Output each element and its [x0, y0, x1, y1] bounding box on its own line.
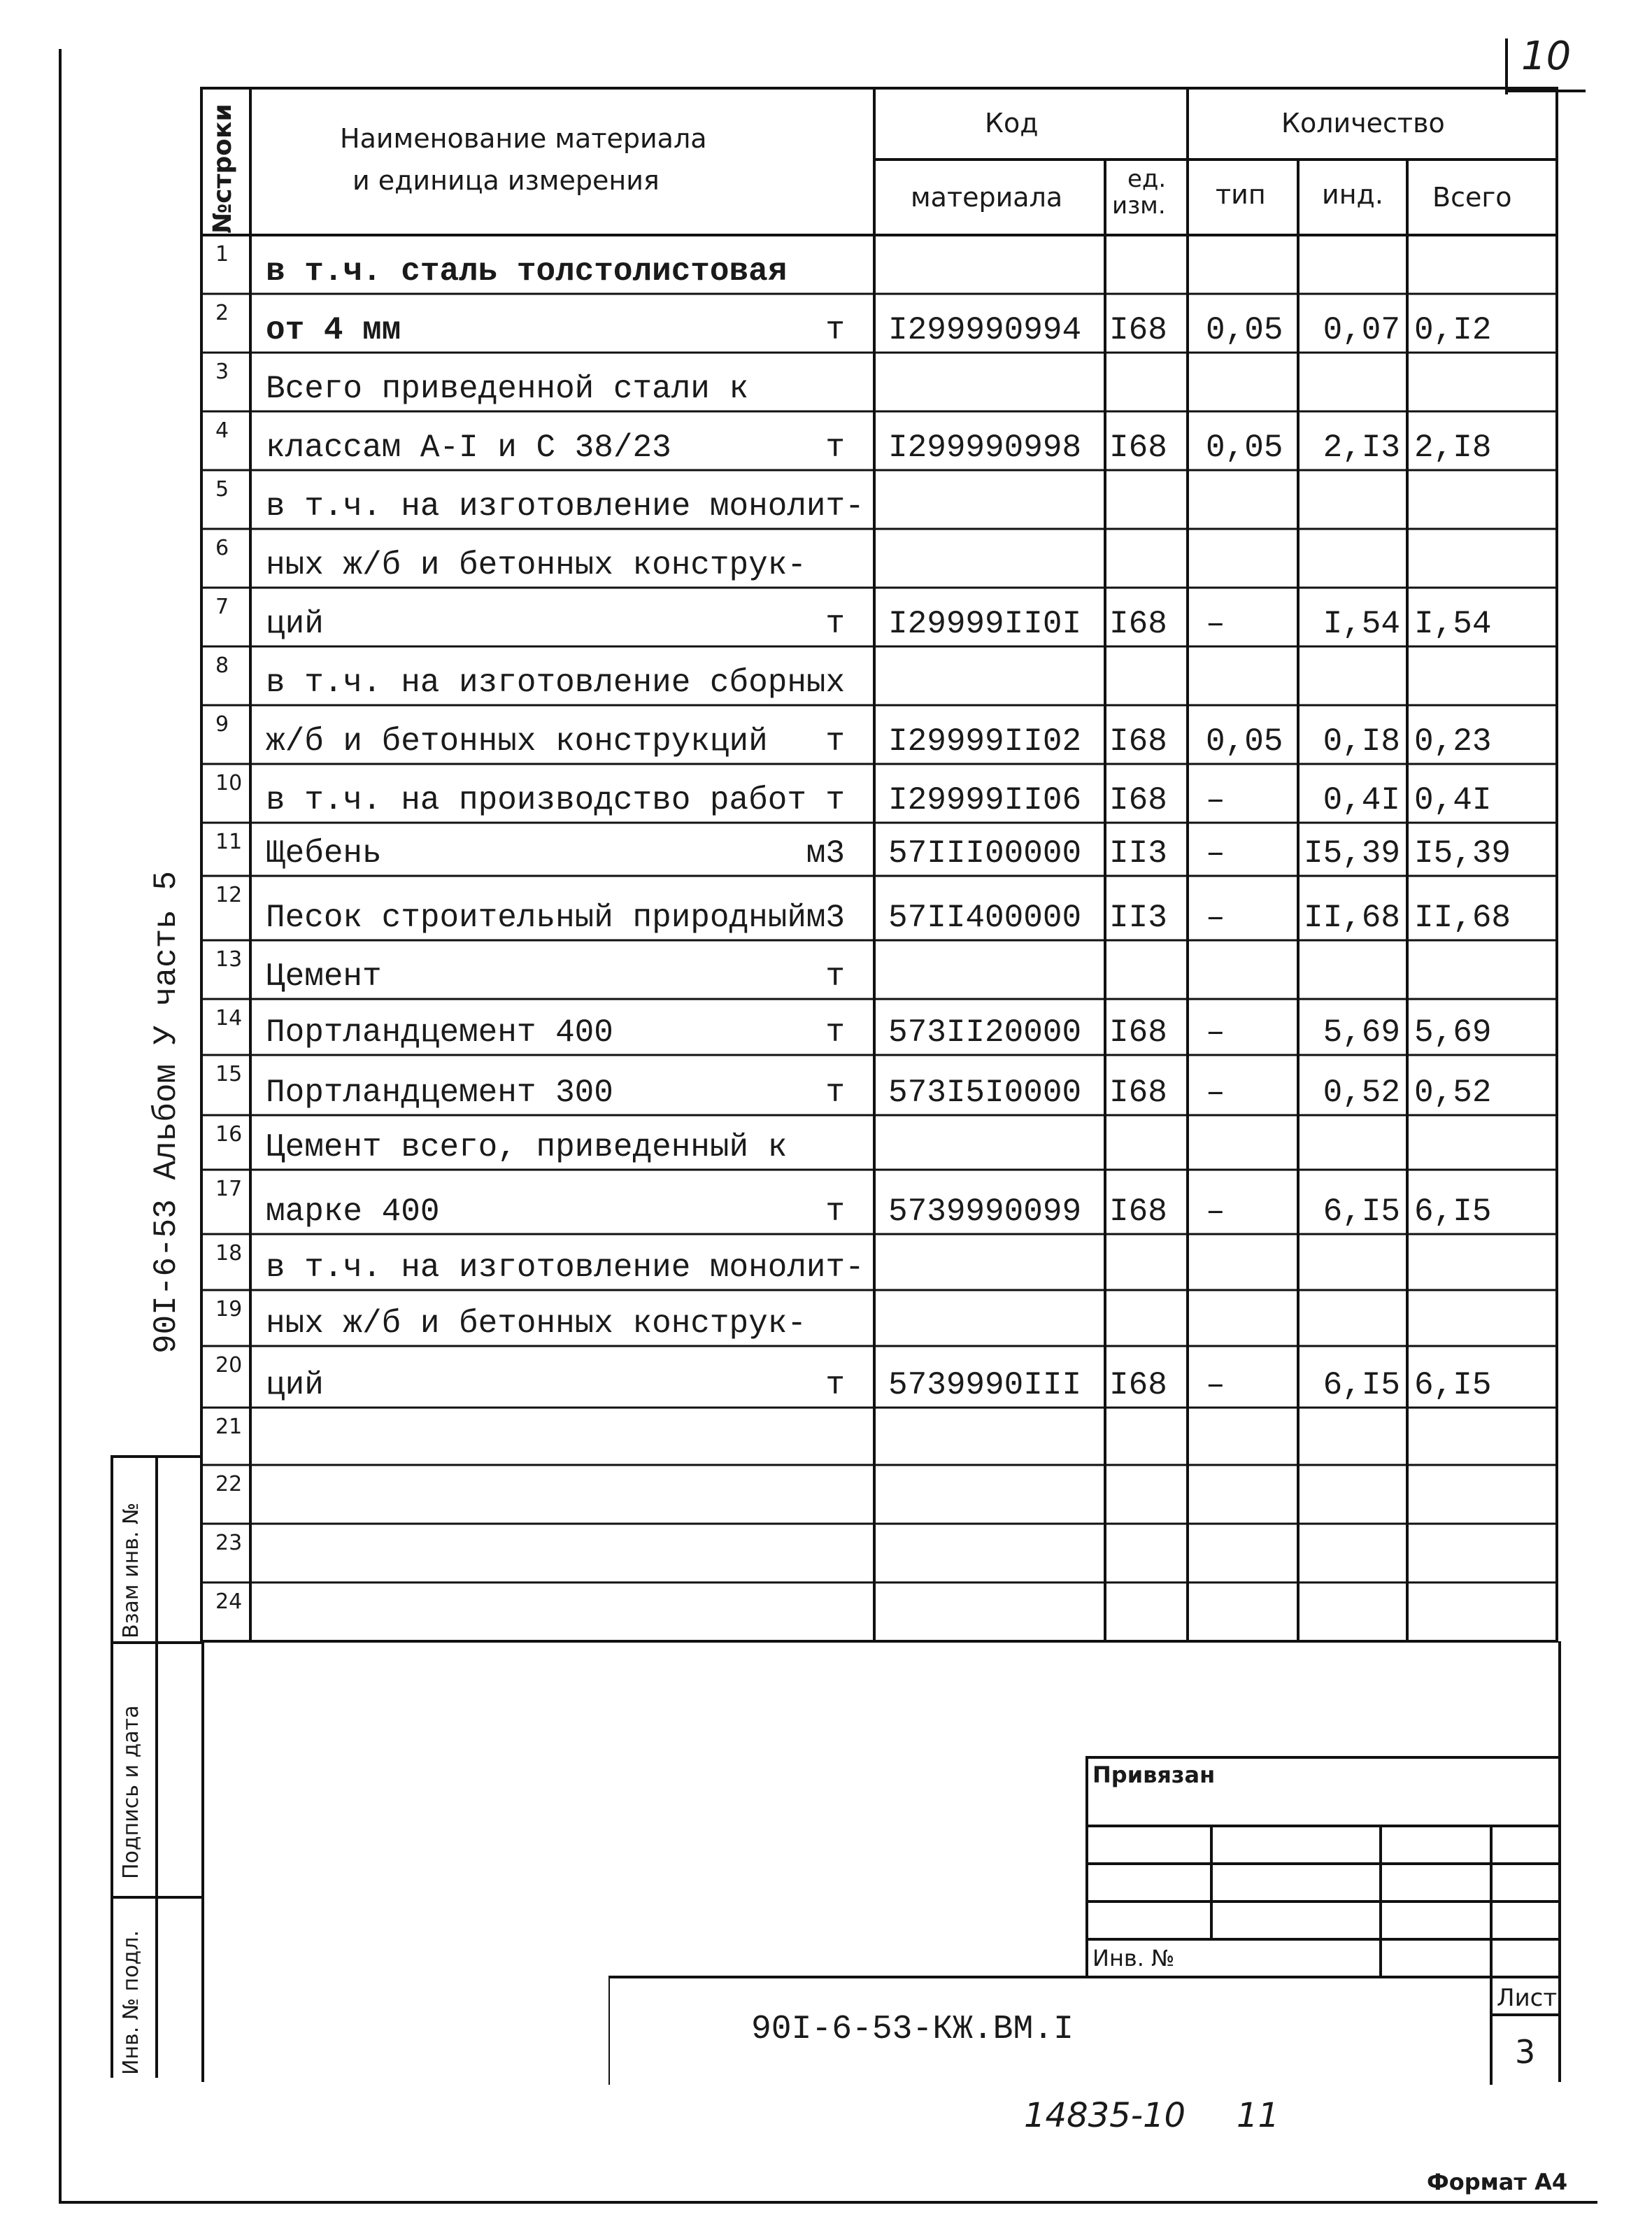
qty-type: –: [1206, 1194, 1225, 1230]
row-number: 2: [215, 301, 229, 325]
side-stamp-inv-podl: Инв. № подл.: [119, 1930, 143, 2075]
row-number: 14: [215, 1006, 243, 1030]
side-stamp-block: [111, 1455, 203, 2078]
qty-type: –: [1206, 835, 1225, 872]
qty-type: 0,05: [1206, 723, 1283, 760]
qty-total: I,54: [1414, 606, 1492, 642]
qty-ind: 0,52: [1323, 1075, 1400, 1111]
table-row: [200, 940, 1558, 999]
qty-total: 6,I5: [1414, 1367, 1492, 1403]
qty-type: –: [1206, 1075, 1225, 1111]
material-name: Песок строительный природный: [266, 900, 806, 936]
row-number: 17: [215, 1177, 243, 1201]
table-row: [200, 823, 1558, 876]
side-stamp-vzam: Взам инв. №: [119, 1502, 143, 1638]
unit-code: II3: [1109, 900, 1167, 936]
row-number: 21: [215, 1415, 243, 1439]
row-number: 6: [215, 536, 229, 560]
page-number: 10: [1521, 34, 1572, 79]
qty-total: 6,I5: [1414, 1194, 1492, 1230]
material-name: Всего приведенной стали к: [266, 371, 749, 407]
qty-total: 5,69: [1414, 1014, 1492, 1051]
header-q-type: тип: [1216, 179, 1266, 210]
row-number: 3: [215, 360, 229, 384]
table-row: [200, 1465, 1558, 1524]
table-row: [200, 999, 1558, 1055]
table-row: [200, 353, 1558, 411]
material-name: ций: [266, 1367, 324, 1403]
row-number: 16: [215, 1122, 243, 1147]
unit-code: I68: [1109, 1194, 1167, 1230]
row-number: 1: [215, 242, 229, 267]
material-name: ж/б и бетонных конструкций: [266, 723, 768, 760]
material-name: ций: [266, 606, 324, 642]
qty-ind: 6,I5: [1323, 1194, 1400, 1230]
row-number: 5: [215, 477, 229, 502]
material-name: марке 400: [266, 1194, 440, 1230]
material-code: 57II400000: [888, 900, 1082, 936]
material-unit: т: [825, 1367, 845, 1403]
material-name: в т.ч. на изготовление сборных: [266, 665, 846, 701]
material-unit: т: [825, 1194, 845, 1230]
material-unit: т: [825, 1075, 845, 1111]
material-code: I299990998: [888, 430, 1082, 466]
material-name: ных ж/б и бетонных конструк-: [266, 1305, 806, 1342]
header-q-total: Всего: [1432, 182, 1512, 213]
material-name: Портландцемент 400: [266, 1014, 613, 1051]
material-code: 573II20000: [888, 1014, 1082, 1051]
material-code: 573I5I0000: [888, 1075, 1082, 1111]
unit-code: I68: [1109, 782, 1167, 819]
material-name: Портландцемент 300: [266, 1075, 613, 1111]
row-number: 23: [215, 1531, 243, 1555]
stamp-list-no: 3: [1515, 2033, 1536, 2071]
qty-ind: I5,39: [1303, 835, 1400, 872]
stamp-inv-no: Инв. №: [1092, 1945, 1175, 1971]
qty-total: I5,39: [1414, 835, 1511, 872]
archive-page: 11: [1237, 2096, 1280, 2135]
row-number: 11: [215, 830, 243, 854]
table-row: [200, 764, 1558, 823]
unit-code: I68: [1109, 1367, 1167, 1403]
stamp-doc-code: 90I-6-53-КЖ.ВМ.I: [751, 2011, 1074, 2048]
row-number: 15: [215, 1062, 243, 1086]
material-name: в т.ч. на изготовление монолит-: [266, 1249, 864, 1286]
material-name: в т.ч. на изготовление монолит-: [266, 488, 864, 525]
header-name-line2: и единица измерения: [353, 165, 660, 196]
material-name: в т.ч. на производство работ: [266, 782, 806, 819]
row-number: 13: [215, 947, 243, 972]
row-number: 20: [215, 1353, 243, 1377]
material-name: Цемент всего, приведенный к: [266, 1129, 788, 1166]
lower-left-border: [201, 1641, 204, 2082]
unit-code: II3: [1109, 835, 1167, 872]
side-title: 90I-6-53 Альбом У часть 5: [148, 870, 185, 1354]
row-number: 18: [215, 1241, 243, 1266]
header-code-material: материала: [911, 182, 1063, 213]
material-name: от 4 мм: [266, 312, 401, 348]
table-row: [200, 876, 1558, 940]
header-q-ind: инд.: [1322, 179, 1383, 210]
materials-table: [200, 87, 1558, 1643]
material-unit: т: [825, 312, 845, 348]
header-unit-line1: ед.: [1127, 165, 1167, 193]
row-number: 22: [215, 1472, 243, 1496]
qty-total: 0,I2: [1414, 312, 1492, 348]
qty-type: 0,05: [1206, 312, 1283, 348]
qty-total: 0,52: [1414, 1075, 1492, 1111]
qty-ind: II,68: [1303, 900, 1400, 936]
row-number: 9: [215, 712, 229, 737]
stamp-privyazan: Привязан: [1092, 1762, 1216, 1788]
material-code: I299990994: [888, 312, 1082, 348]
frame-bottom-border: [59, 2201, 1597, 2204]
material-code: I29999II02: [888, 723, 1082, 760]
material-name: Цемент: [266, 958, 382, 995]
qty-total: 0,4I: [1414, 782, 1492, 819]
frame-left-border: [59, 49, 62, 2204]
table-row: [200, 235, 1558, 294]
material-code: I29999II06: [888, 782, 1082, 819]
unit-code: I68: [1109, 1075, 1167, 1111]
row-number: 24: [215, 1589, 243, 1614]
title-stamp: [608, 1756, 1561, 2085]
qty-type: –: [1206, 1014, 1225, 1051]
table-row: [200, 1582, 1558, 1643]
material-name: в т.ч. сталь толстолистовая: [266, 253, 788, 290]
table-row: [200, 529, 1558, 588]
row-number: 19: [215, 1297, 243, 1322]
qty-ind: 0,4I: [1323, 782, 1400, 819]
material-name: Щебень: [266, 835, 382, 872]
page-number-rule: [1505, 38, 1508, 94]
material-name: классам А-I и С 38/23: [266, 430, 671, 466]
row-number: 12: [215, 883, 243, 907]
table-row: [200, 294, 1558, 353]
row-number: 10: [215, 771, 243, 795]
qty-type: 0,05: [1206, 430, 1283, 466]
qty-total: 2,I8: [1414, 430, 1492, 466]
material-unit: т: [825, 723, 845, 760]
row-number: 7: [215, 595, 229, 619]
side-stamp-podpis: Подпись и дата: [119, 1705, 143, 1879]
material-code: I29999II0I: [888, 606, 1082, 642]
qty-type: –: [1206, 900, 1225, 936]
unit-code: I68: [1109, 312, 1167, 348]
table-row: [200, 588, 1558, 646]
material-code: 5739990III: [888, 1367, 1082, 1403]
header-name-line1: Наименование материала: [340, 123, 707, 154]
material-code: 57III00000: [888, 835, 1082, 872]
qty-total: II,68: [1414, 900, 1511, 936]
table-row: [200, 1115, 1558, 1170]
qty-ind: 0,I8: [1323, 723, 1400, 760]
material-name: ных ж/б и бетонных конструк-: [266, 547, 806, 583]
stamp-list-label: Лист: [1497, 1984, 1558, 2012]
unit-code: I68: [1109, 430, 1167, 466]
table-row: [200, 1524, 1558, 1582]
qty-type: –: [1206, 782, 1225, 819]
header-row-number: №строки: [208, 104, 237, 234]
qty-total: 0,23: [1414, 723, 1492, 760]
material-unit: т: [825, 1014, 845, 1051]
table-row: [200, 1234, 1558, 1290]
unit-code: I68: [1109, 723, 1167, 760]
qty-ind: 5,69: [1323, 1014, 1400, 1051]
qty-ind: 0,07: [1323, 312, 1400, 348]
archive-number: 14835-10: [1024, 2096, 1186, 2135]
table-row: [200, 646, 1558, 705]
material-unit: т: [825, 606, 845, 642]
table-row: [200, 1346, 1558, 1408]
material-unit: т: [825, 430, 845, 466]
material-unit: т: [825, 782, 845, 819]
row-number: 8: [215, 653, 229, 678]
row-number: 4: [215, 418, 229, 443]
table-row: [200, 1290, 1558, 1346]
header-quantity: Количество: [1281, 108, 1445, 139]
header-unit-line2: изм.: [1112, 192, 1166, 220]
qty-ind: 2,I3: [1323, 430, 1400, 466]
material-unit: м3: [806, 835, 845, 872]
unit-code: I68: [1109, 1014, 1167, 1051]
qty-type: –: [1206, 1367, 1225, 1403]
material-unit: м3: [806, 900, 845, 936]
format-label: Формат А4: [1427, 2169, 1568, 2195]
unit-code: I68: [1109, 606, 1167, 642]
table-row: [200, 1408, 1558, 1465]
table-row: [200, 1055, 1558, 1115]
header-code: Код: [985, 108, 1039, 139]
material-unit: т: [825, 958, 845, 995]
qty-ind: 6,I5: [1323, 1367, 1400, 1403]
table-row: [200, 705, 1558, 764]
table-row: [200, 470, 1558, 529]
qty-ind: I,54: [1323, 606, 1400, 642]
material-code: 5739990099: [888, 1194, 1082, 1230]
table-row: [200, 411, 1558, 470]
qty-type: –: [1206, 606, 1225, 642]
table-row: [200, 1170, 1558, 1234]
